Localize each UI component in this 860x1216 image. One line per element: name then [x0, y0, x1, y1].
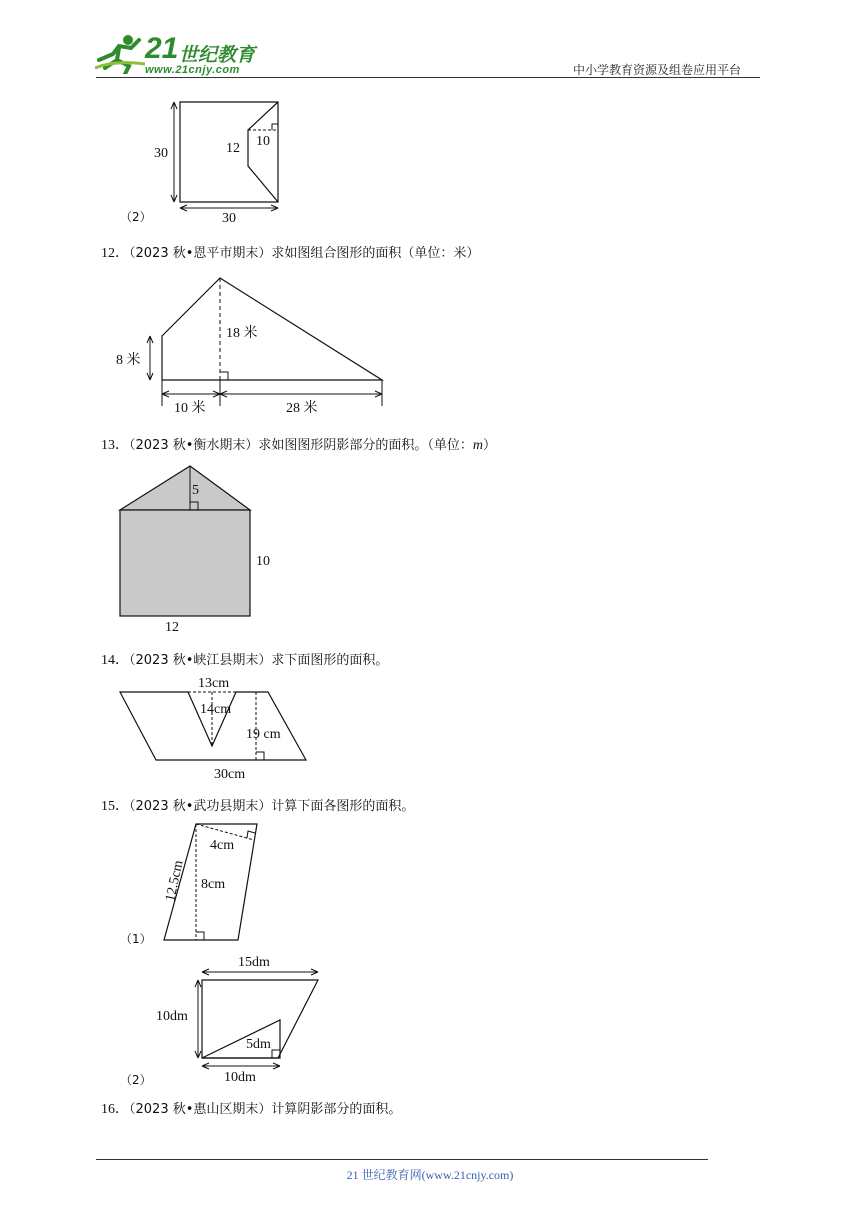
q15-1-label-height-short: 4cm	[210, 838, 235, 853]
q15-1-label-height: 8cm	[201, 877, 226, 892]
q13-label-side: 10	[256, 554, 270, 569]
q15-1-label-slant: 12.5cm	[163, 859, 187, 903]
logo-title: 世纪教育	[179, 44, 256, 66]
question-14	[101, 649, 388, 669]
footer-link[interactable]: 21 世纪教育网(www.21cnjy.com)	[346, 1168, 514, 1182]
prev-label-slant: 12	[226, 141, 240, 156]
question-14-number: 14．	[101, 653, 129, 668]
prev-sub-label: （2）	[120, 210, 152, 224]
question-12	[101, 242, 479, 262]
q12-label-bottom-left: 10 米	[174, 401, 206, 416]
question-15	[101, 795, 414, 815]
question-15-number: 15．	[101, 799, 129, 814]
question-15-text: （2023 秋•武功县期末）计算下面各图形的面积。	[129, 799, 415, 814]
question-16	[101, 1098, 401, 1118]
runner-logo-icon	[95, 34, 147, 74]
q14-label-top: 13cm	[198, 676, 230, 691]
logo-number: 21	[145, 32, 179, 65]
prev-figure	[150, 90, 310, 230]
prev-label-bottom: 30	[222, 211, 236, 226]
question-16-number: 16．	[101, 1102, 129, 1117]
question-12-text: （2023 秋•恩平市期末）求如图组合图形的面积（单位：米）	[129, 246, 480, 261]
q15-2-label-top: 15dm	[238, 955, 270, 970]
q15-2-label-bottom: 10dm	[224, 1070, 256, 1085]
q15-2-label-triangle: 5dm	[246, 1037, 271, 1052]
question-13-text-end: ）	[483, 438, 497, 453]
q14-label-bottom: 30cm	[214, 767, 246, 782]
question-12-number: 12．	[101, 246, 129, 261]
prev-label-left: 30	[154, 146, 168, 161]
q13-label-height: 5	[192, 483, 199, 498]
q13-figure	[110, 460, 310, 640]
q12-label-bottom-right: 28 米	[286, 401, 318, 416]
question-13	[101, 434, 496, 454]
q14-label-v-height: 14cm	[200, 702, 232, 717]
q15-sub2-label: （2）	[120, 1073, 152, 1087]
footer-divider	[96, 1159, 708, 1160]
q12-label-height: 18 米	[226, 326, 258, 341]
question-13-text: （2023 秋•衡水期末）求如图图形阴影部分的面积。（单位：	[129, 438, 473, 453]
q12-figure	[110, 270, 410, 420]
q13-label-bottom: 12	[165, 620, 179, 635]
question-13-unit: m	[472, 438, 484, 453]
header-divider	[96, 77, 760, 78]
q15-figure-2	[150, 950, 350, 1090]
question-16-text: （2023 秋•惠山区期末）计算阴影部分的面积。	[129, 1102, 402, 1117]
logo-url: www.21cnjy.com	[145, 64, 240, 76]
q12-label-left: 8 米	[116, 353, 141, 368]
question-14-text: （2023 秋•峡江县期末）求下面图形的面积。	[129, 653, 389, 668]
header	[0, 0, 860, 80]
q15-sub1-label: （1）	[120, 932, 152, 946]
header-platform-text: 中小学教育资源及组卷应用平台	[573, 63, 742, 77]
q14-figure	[110, 672, 320, 782]
question-13-number: 13．	[101, 438, 129, 453]
prev-label-height: 10	[256, 134, 270, 149]
q14-label-height: 19 cm	[246, 727, 281, 742]
logo	[95, 34, 265, 78]
q15-figure-1	[150, 818, 270, 948]
q15-2-label-left: 10dm	[156, 1009, 188, 1024]
